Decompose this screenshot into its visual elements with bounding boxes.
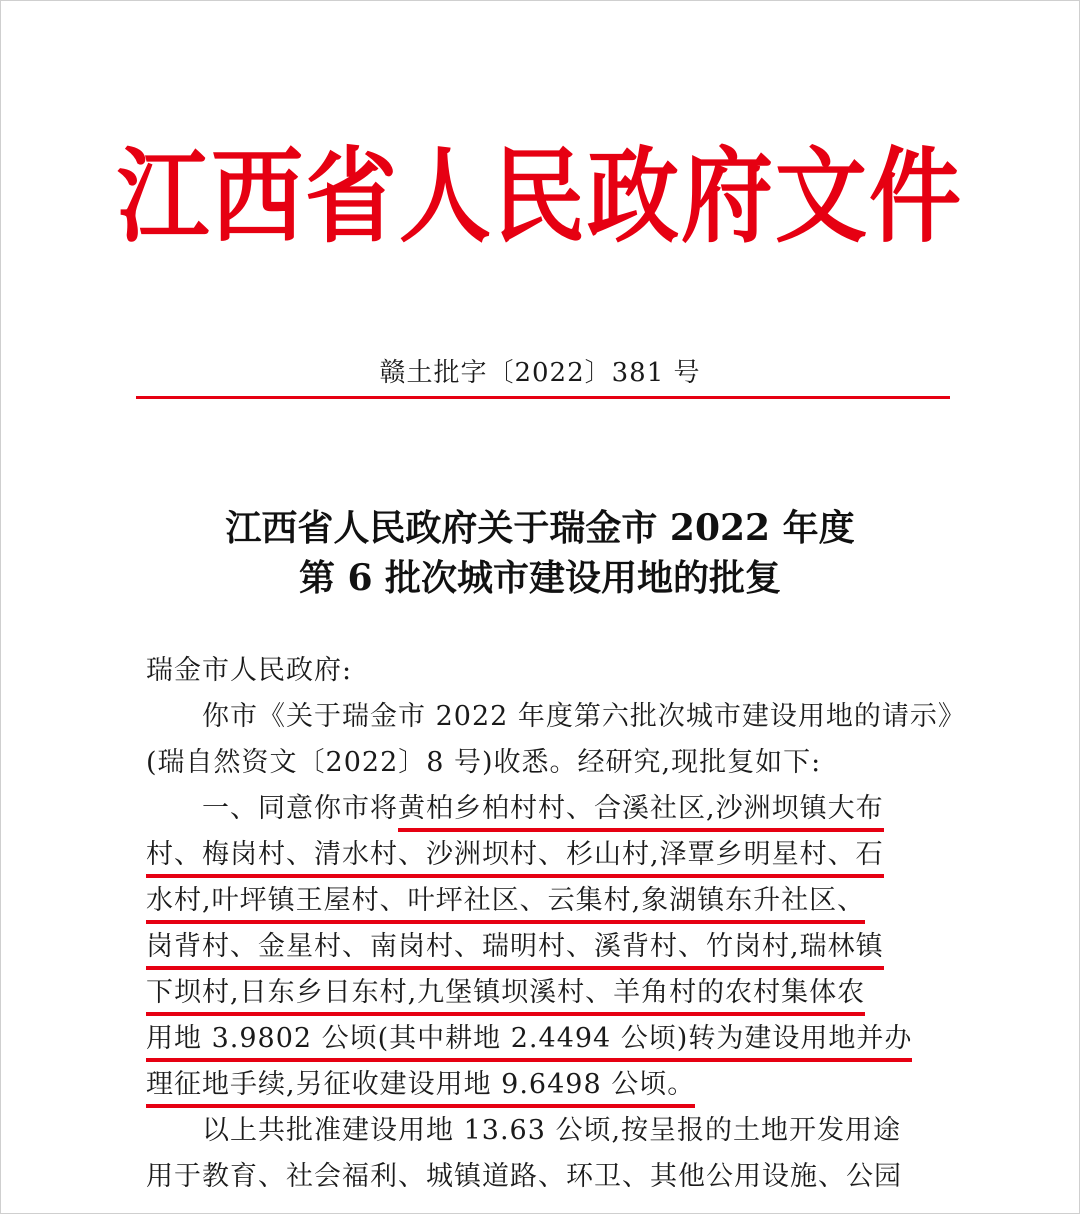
addressee: 瑞金市人民政府: xyxy=(146,655,353,686)
paragraph-2-line-7 xyxy=(146,1062,695,1101)
underlined-text: 岗背村、金星村、南岗村、瑞明村、溪背村、竹岗村,瑞林镇 xyxy=(146,931,884,970)
document-header-title: 江西省人民政府文件 xyxy=(116,135,963,257)
underlined-text: 下坝村,日东乡日东村,九堡镇坝溪村、羊角村的农村集体农 xyxy=(146,977,865,1016)
document-number: 赣土批字〔2022〕381 号 xyxy=(379,358,701,388)
paragraph-2-line-3 xyxy=(146,878,865,917)
underlined-text: 黄柏乡柏村村、合溪社区,沙洲坝镇大布 xyxy=(398,793,884,832)
paragraph-2-prefix: 一、同意你市将 xyxy=(146,793,398,824)
paragraph-3-line-2: 用于教育、社会福利、城镇道路、环卫、其他公用设施、公园 xyxy=(146,1161,902,1192)
underlined-text: 村、梅岗村、清水村、沙洲坝村、杉山村,泽覃乡明星村、石 xyxy=(146,839,884,878)
paragraph-2-line-2 xyxy=(146,832,884,871)
document-title-line-2: 第 6 批次城市建设用地的批复 xyxy=(298,557,782,599)
underlined-text: 水村,叶坪镇王屋村、叶坪社区、云集村,象湖镇东升社区、 xyxy=(146,885,865,924)
red-divider xyxy=(136,396,950,399)
document-title-line-1: 江西省人民政府关于瑞金市 2022 年度 xyxy=(225,507,855,549)
underlined-text: 理征地手续,另征收建设用地 9.6498 公顷。 xyxy=(146,1069,695,1108)
paragraph-3-line-1: 以上共批准建设用地 13.63 公顷,按呈报的土地开发用途 xyxy=(146,1115,902,1146)
paragraph-2-line-1 xyxy=(146,786,884,825)
paragraph-2-line-6 xyxy=(146,1016,912,1055)
paragraph-1-line-2: (瑞自然资文〔2022〕8 号)收悉。经研究,现批复如下: xyxy=(146,747,822,778)
underlined-text: 用地 3.9802 公顷(其中耕地 2.4494 公顷)转为建设用地并办 xyxy=(146,1023,912,1062)
paragraph-2-line-4 xyxy=(146,924,884,963)
paragraph-1-line-1: 你市《关于瑞金市 2022 年度第六批次城市建设用地的请示》 xyxy=(146,701,966,732)
paragraph-2-line-5 xyxy=(146,970,865,1009)
